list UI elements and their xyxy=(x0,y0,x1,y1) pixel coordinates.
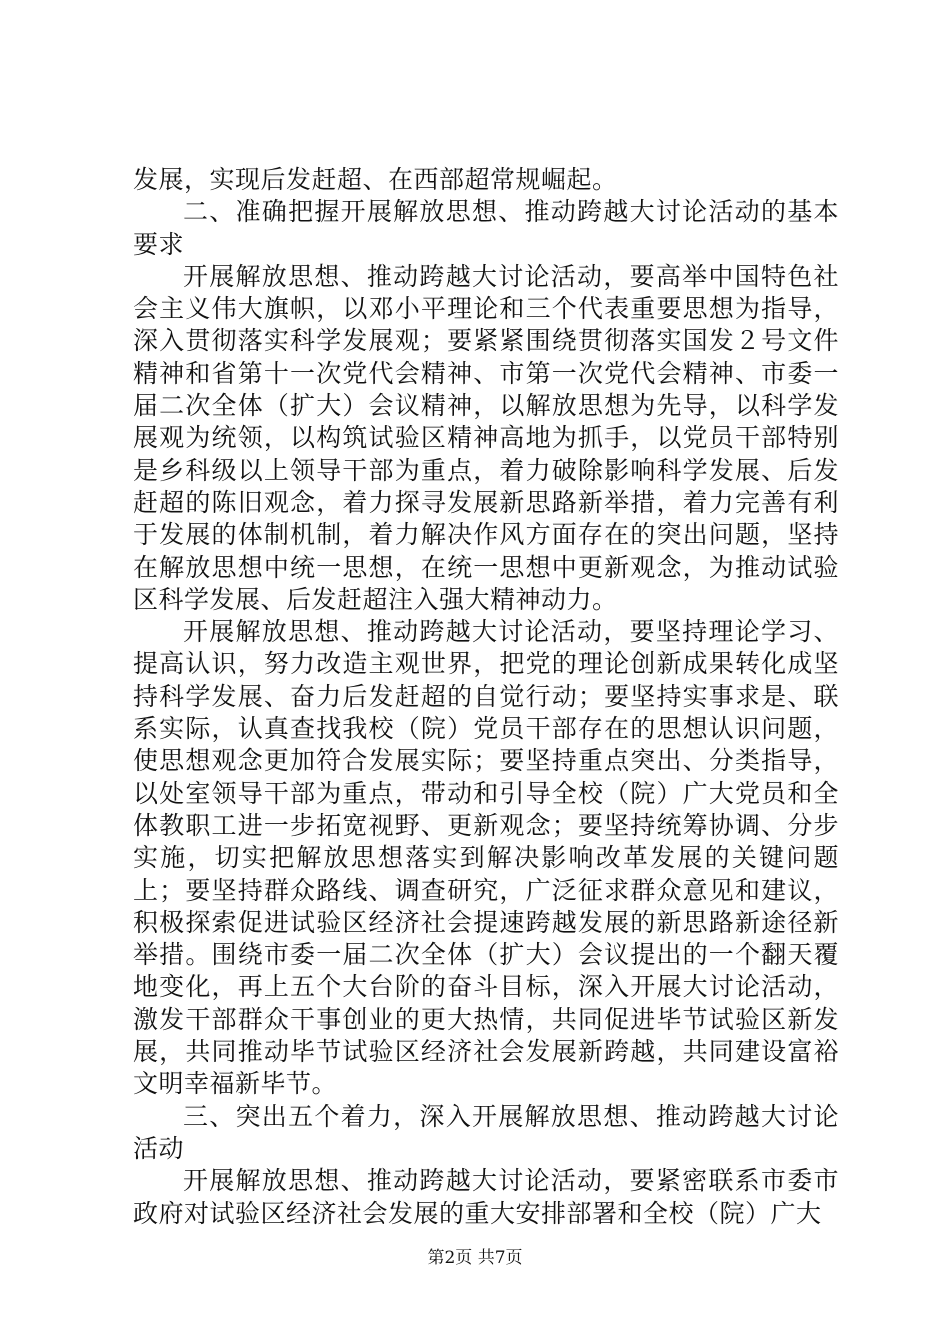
page-number-label: 第2页 共7页 xyxy=(427,1248,523,1268)
paragraph-continuation: 发展，实现后发赶超、在西部超常规崛起。 xyxy=(133,165,618,194)
section-heading-3: 三、突出五个着力，深入开展解放思想、推动跨越大讨论活动 xyxy=(133,1101,839,1163)
paragraph: 开展解放思想、推动跨越大讨论活动，要坚持理论学习、提高认识，努力改造主观世界，把党的理论创新成果转化成坚持科学发展、奋力后发赶超的自觉行动；要坚持实事求是、联系实际，认真查找我校（院）党员干部存在的思想认识问题，使思想观念更加符合发展实际；要坚持重点突出、分类指导，以处室领导干部为重点，带动和引导全校（院）广大党员和全体教职工进一步拓宽视野、更新观念；要坚持统筹协调、分步实施，切实把解放思想落实到解决影响改革发展的关键问题上；要坚持群众路线、调查研究，广泛征求群众意见和建议，积极探索促进试验区经济社会提速跨越发展的新思路新途径新举措。围绕市委一届二次全体（扩大）会议提出的一个翻天覆地变化，再上五个大台阶的奋斗目标，深入开展大讨论活动，激发干部群众干事创业的更大热情，共同促进毕节试验区新发展，共同推动毕节试验区经济社会发展新跨越，共同建设富裕文明幸福新毕节。 xyxy=(133,617,839,1099)
document-body xyxy=(133,164,839,1230)
section-heading-2: 二、准确把握开展解放思想、推动跨越大讨论活动的基本要求 xyxy=(133,197,839,259)
paragraph: 开展解放思想、推动跨越大讨论活动，要高举中国特色社会主义伟大旗帜，以邓小平理论和三个代表重要思想为指导，深入贯彻落实科学发展观；要紧紧围绕贯彻落实国发２号文件精神和省第十一次党代会精神、市第一次党代会精神、市委一届二次全体（扩大）会议精神，以解放思想为先导，以科学发展观为统领，以构筑试验区精神高地为抓手，以党员干部特别是乡科级以上领导干部为重点，着力破除影响科学发展、后发赶超的陈旧观念，着力探寻发展新思路新举措，着力完善有利于发展的体制机制，着力解决作风方面存在的突出问题，坚持在解放思想中统一思想，在统一思想中更新观念，为推动试验区科学发展、后发赶超注入强大精神动力。 xyxy=(133,261,839,614)
page-footer xyxy=(0,1243,950,1268)
paragraph: 开展解放思想、推动跨越大讨论活动，要紧密联系市委市政府对试验区经济社会发展的重大安排部署和全校（院）广大 xyxy=(133,1166,839,1228)
